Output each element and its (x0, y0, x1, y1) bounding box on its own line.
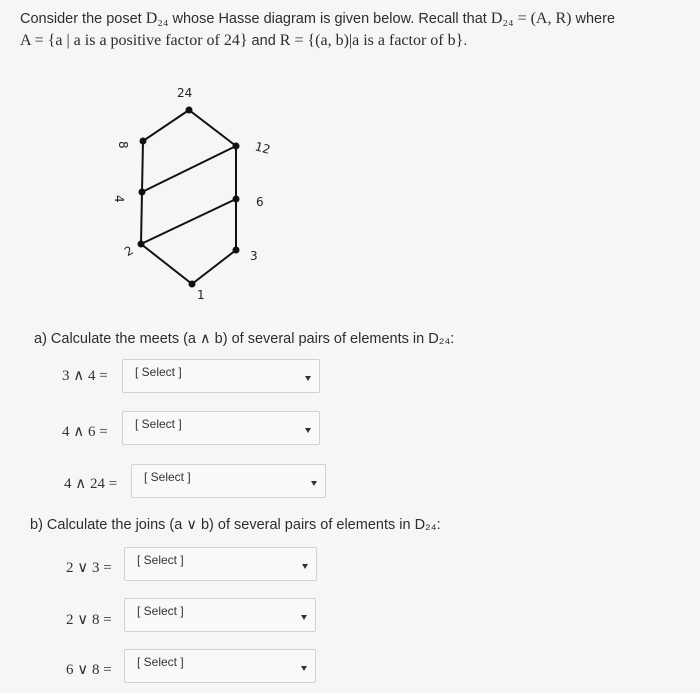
meet-4-6-select[interactable]: [ Select ] (122, 411, 320, 445)
meet-4-6-label: 4 ∧ 6 = (62, 424, 108, 440)
edge-4-2 (141, 192, 142, 244)
edge-8-4 (142, 141, 143, 192)
chevron-down-icon (301, 666, 307, 671)
chevron-down-icon (301, 615, 307, 620)
problem-statement (20, 8, 680, 52)
node-8 (140, 138, 147, 145)
intro-line-1: Consider the poset D₂₄ whose Hasse diagram is given below. Recall that D₂₄ = (A, R) where (20, 10, 616, 27)
join-2-3-label: 2 ∨ 3 = (66, 560, 112, 576)
chevron-down-icon (311, 481, 317, 486)
node-label-8: 8 (116, 141, 130, 149)
join-2-8-label: 2 ∨ 8 = (66, 612, 112, 628)
node-label-1: 1 (197, 288, 205, 302)
join-6-8-select[interactable]: [ Select ] (124, 649, 316, 683)
node-label-3: 3 (250, 249, 258, 263)
meet-3-4-select[interactable]: [ Select ] (122, 359, 320, 393)
intro-line-2: A = {a | a is a positive factor of 24} and R = {(a, b)|a is a factor of b}. (20, 32, 468, 49)
edge-3-1 (192, 250, 236, 284)
join-6-8-label: 6 ∨ 8 = (66, 662, 112, 678)
edge-2-1 (141, 244, 192, 284)
node-label-6: 6 (256, 195, 264, 209)
edge-24-8 (143, 110, 189, 141)
join-2-8-select[interactable]: [ Select ] (124, 598, 316, 632)
meet-4-24-select[interactable]: [ Select ] (131, 464, 326, 498)
node-1 (189, 281, 196, 288)
node-4 (139, 189, 146, 196)
meet-4-24-label: 4 ∧ 24 = (64, 476, 118, 492)
chevron-down-icon (302, 564, 308, 569)
node-label-12: 12 (253, 139, 272, 157)
node-2 (138, 241, 145, 248)
node-24 (186, 107, 193, 114)
hasse-diagram (95, 80, 295, 305)
chevron-down-icon (305, 428, 311, 433)
node-label-24: 24 (177, 86, 193, 100)
node-12 (233, 143, 240, 150)
node-6 (233, 196, 240, 203)
join-2-3-select[interactable]: [ Select ] (124, 547, 317, 581)
edge-2-6 (141, 199, 236, 244)
joins-heading: b) Calculate the joins (a ∨ b) of several pairs of elements in D₂₄: (30, 517, 441, 533)
node-3 (233, 247, 240, 254)
node-label-4: 4 (112, 195, 126, 203)
meets-heading: a) Calculate the meets (a ∧ b) of several pairs of elements in D₂₄: (34, 331, 455, 347)
node-label-2: 2 (122, 243, 136, 260)
meet-3-4-label: 3 ∧ 4 = (62, 368, 108, 384)
chevron-down-icon (305, 376, 311, 381)
edge-24-12 (189, 110, 236, 146)
edge-4-12 (142, 146, 236, 192)
